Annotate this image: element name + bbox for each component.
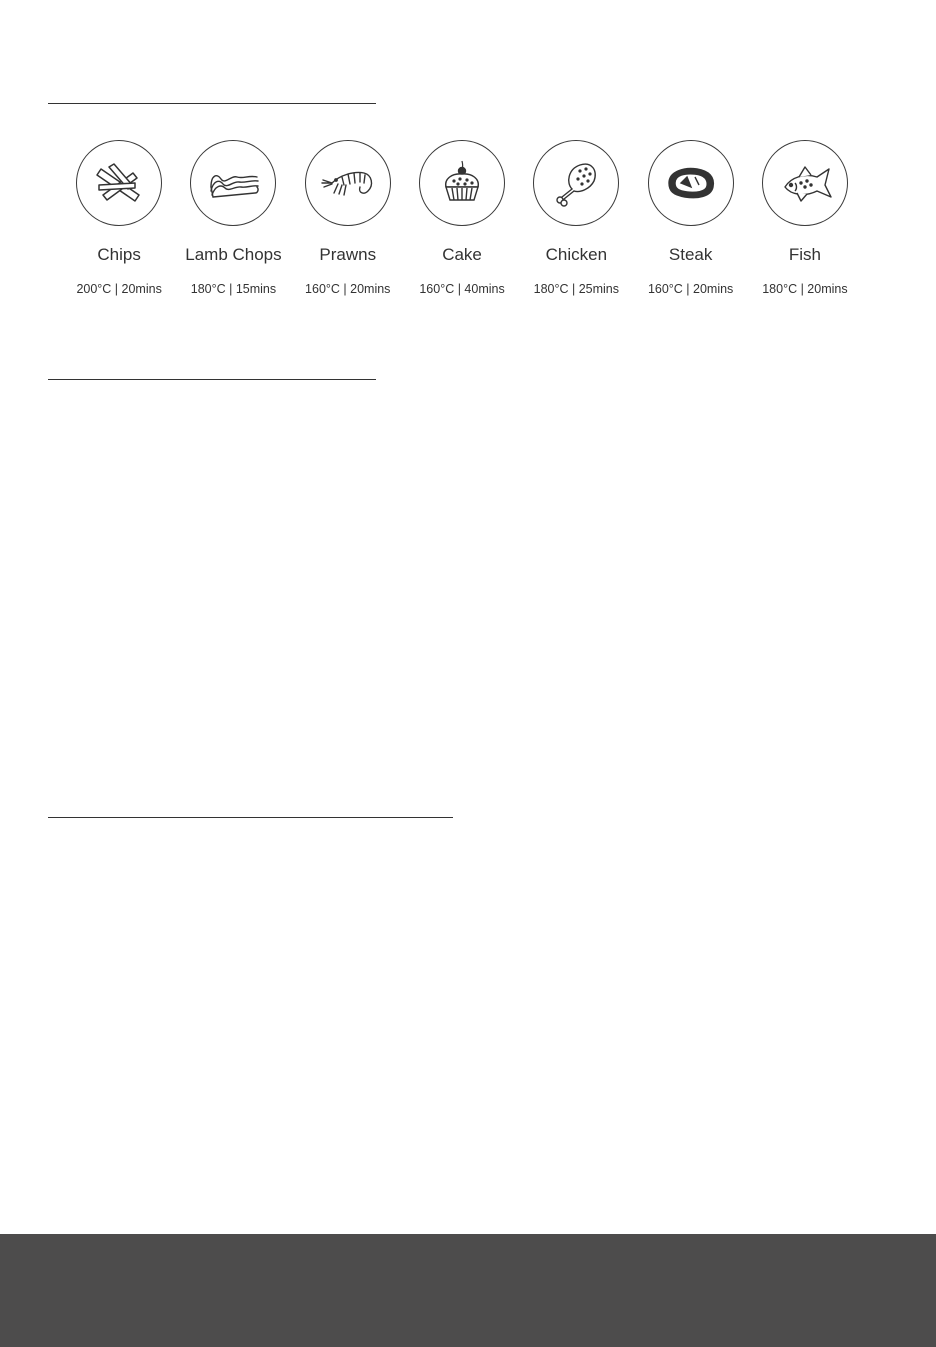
prawn-icon <box>305 140 391 226</box>
preset-setting: 160°C | 20mins <box>647 282 734 296</box>
preset-setting: 200°C | 20mins <box>76 282 162 296</box>
fish-icon <box>762 140 848 226</box>
preset-setting: 160°C | 20mins <box>305 282 391 296</box>
preset-fish <box>748 140 862 296</box>
footer-band <box>0 1234 936 1347</box>
preset-label: Chips <box>97 245 141 264</box>
section-rule-2 <box>48 379 376 380</box>
preset-chips <box>62 140 176 296</box>
preset-chicken <box>519 140 633 296</box>
preset-prawns <box>291 140 405 296</box>
preset-setting: 180°C | 25mins <box>533 282 620 296</box>
section-rule-1 <box>48 103 376 104</box>
preset-setting: 180°C | 15mins <box>190 282 277 296</box>
section-rule-3 <box>48 817 453 818</box>
preset-setting: 180°C | 20mins <box>762 282 848 296</box>
preset-label: Chicken <box>545 245 608 264</box>
preset-label: Steak <box>668 245 713 264</box>
preset-cake <box>405 140 519 296</box>
chicken-drumstick-icon <box>533 140 619 226</box>
preset-label: Prawns <box>319 245 377 264</box>
preset-setting: 160°C | 40mins <box>419 282 505 296</box>
preset-label: Fish <box>788 245 821 264</box>
preset-steak <box>633 140 747 296</box>
preset-lamb-chops <box>176 140 290 296</box>
preset-label: Lamb Chops <box>185 245 282 264</box>
chips-icon <box>76 140 162 226</box>
cupcake-icon <box>419 140 505 226</box>
steak-icon <box>648 140 734 226</box>
cooking-presets <box>62 140 872 296</box>
preset-label: Cake <box>442 245 482 264</box>
lamb-chops-icon <box>190 140 276 226</box>
